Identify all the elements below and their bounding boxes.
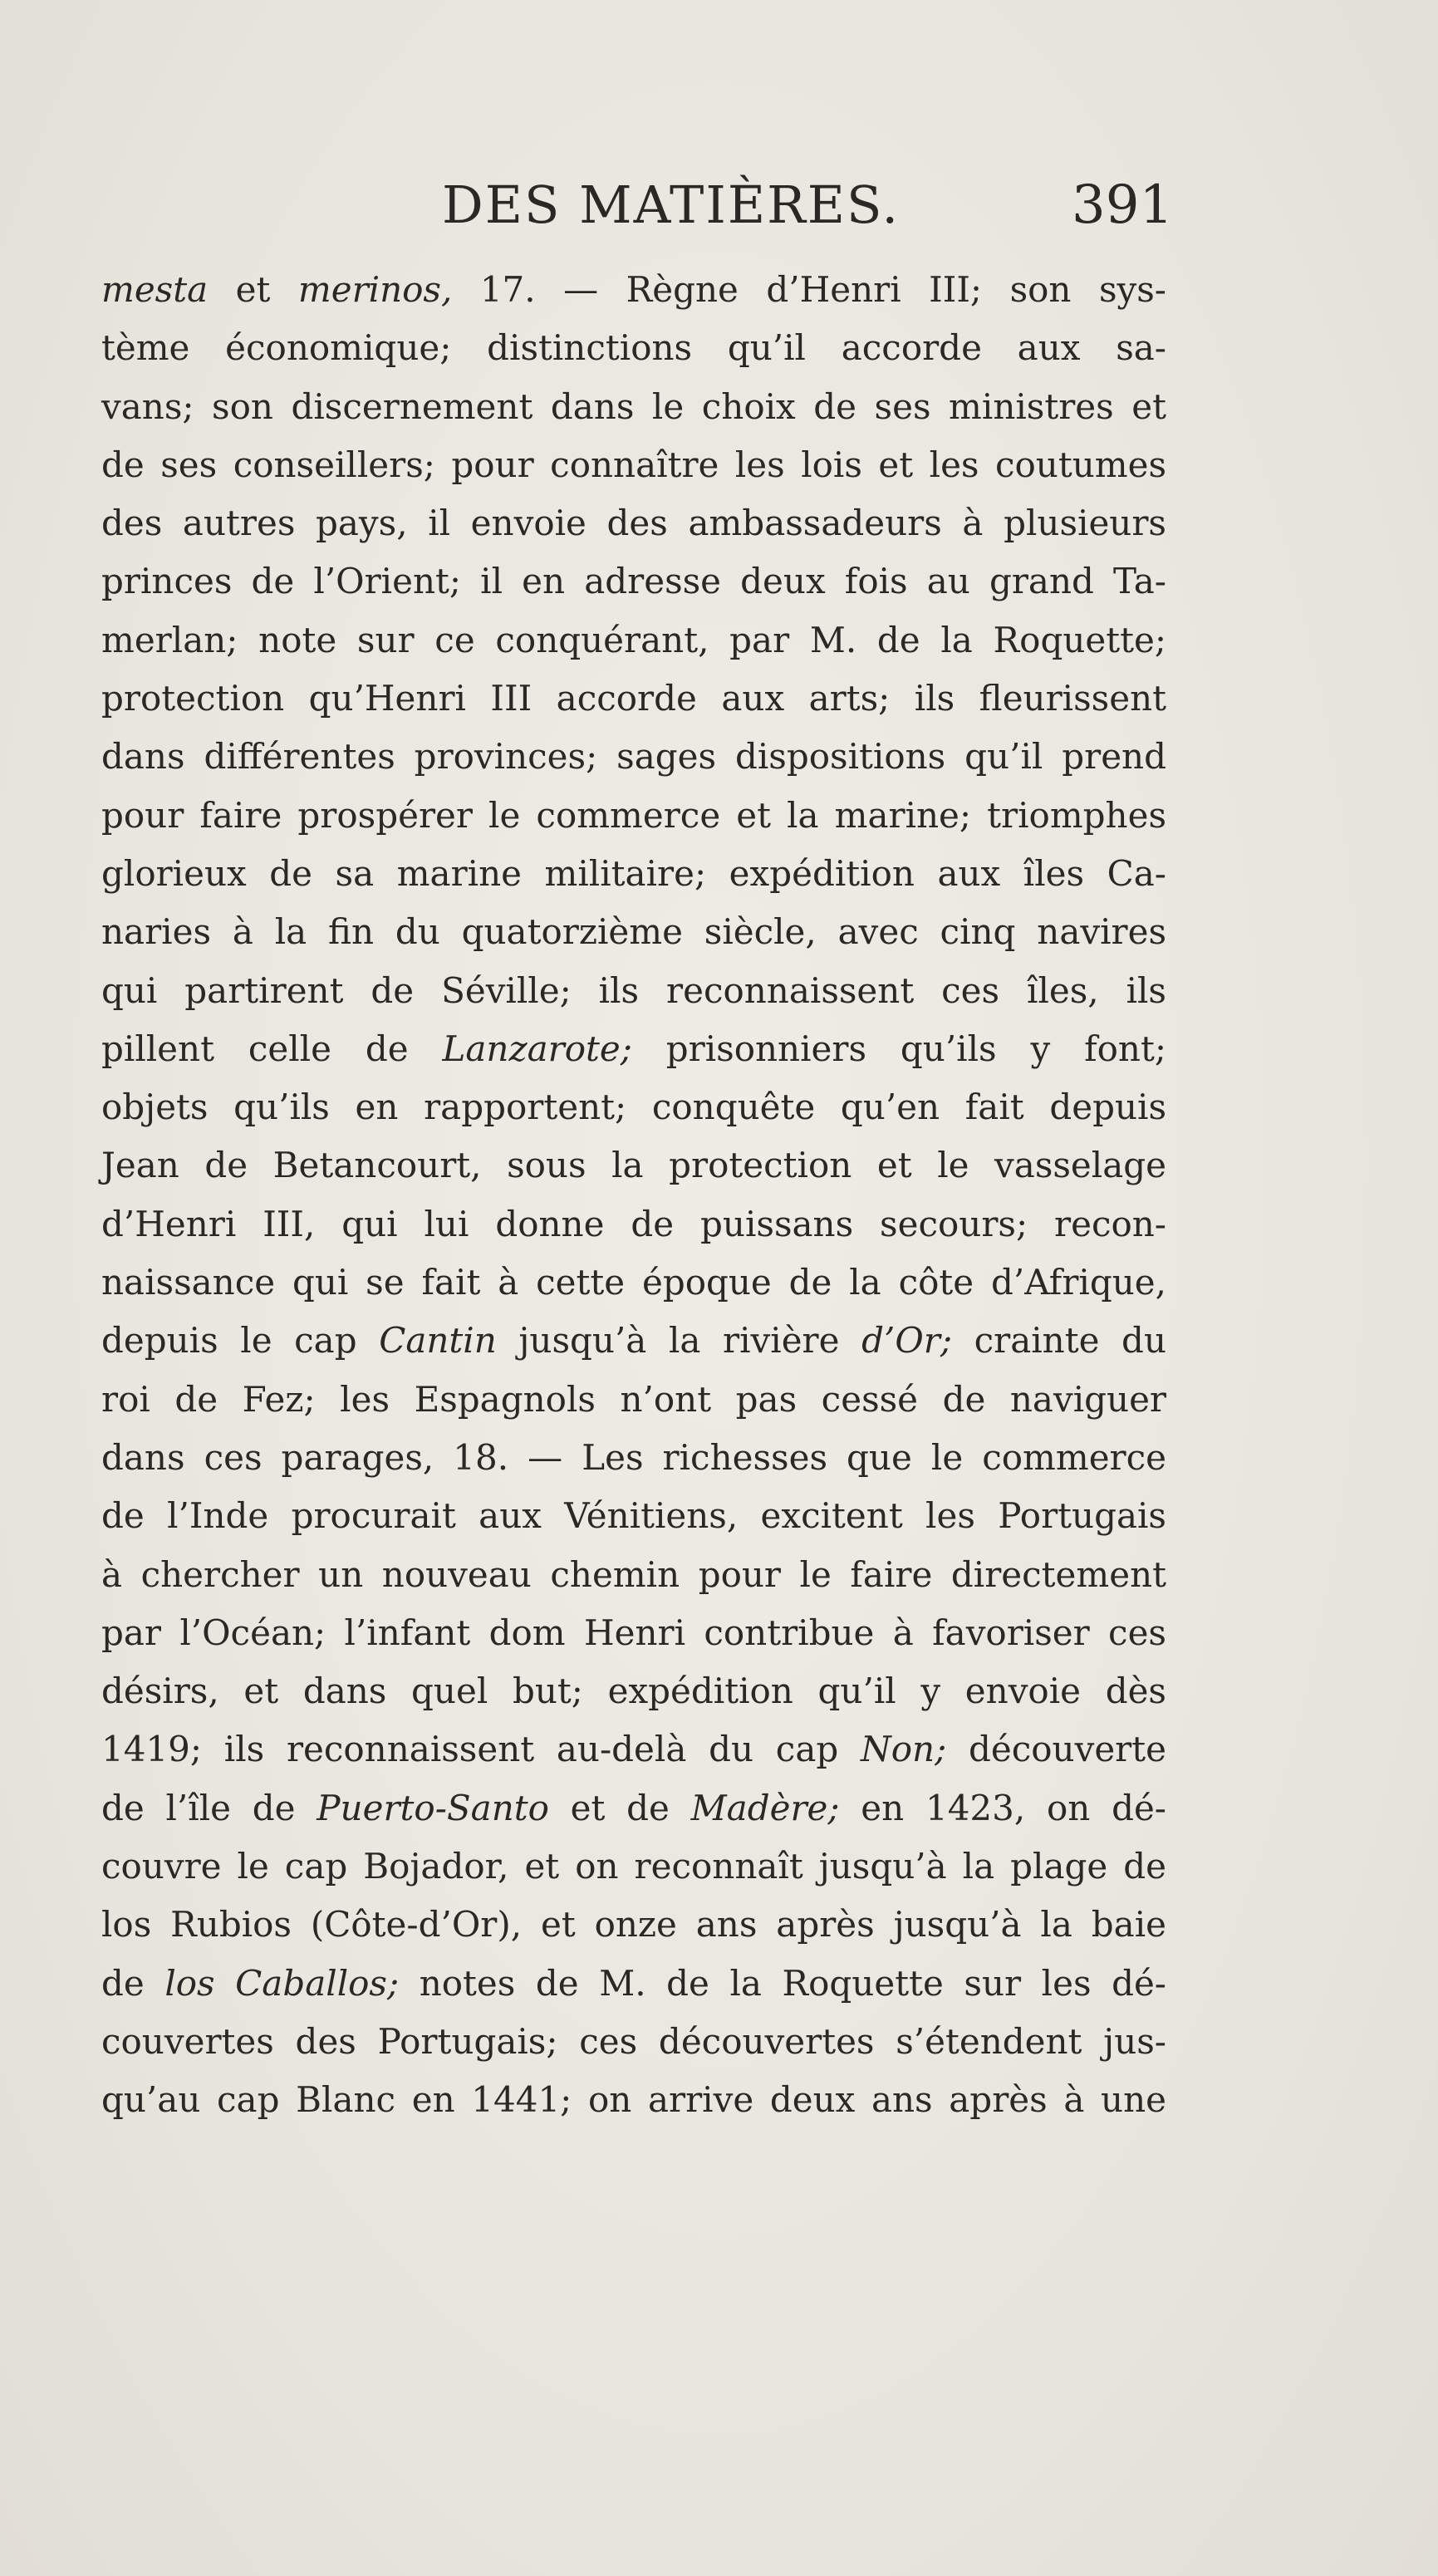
italic-term: Non; xyxy=(861,1729,947,1770)
text-line xyxy=(101,494,1166,552)
text-line xyxy=(101,1838,1166,1896)
page-header xyxy=(0,166,1438,241)
text-line xyxy=(101,1662,1166,1720)
text-segment: naissance qui se fait à cette époque de la côte d’Afrique, xyxy=(101,1262,1166,1303)
text-segment: et xyxy=(208,269,298,310)
text-line xyxy=(101,1779,1166,1838)
text-segment: d’Henri III, qui lui donne de puissans secours; recon- xyxy=(101,1203,1166,1244)
text-segment: en 1423, on dé- xyxy=(839,1787,1166,1828)
text-line xyxy=(101,611,1166,670)
text-segment: désirs, et dans quel but; expédition qu’il y envoie dès xyxy=(101,1671,1166,1712)
text-segment: qui partirent de Séville; ils reconnaissent ces îles, ils xyxy=(101,969,1166,1011)
text-segment: los Rubios (Côte-d’Or), et onze ans après jusqu’à la baie xyxy=(101,1904,1166,1945)
text-segment: depuis le cap xyxy=(101,1320,380,1362)
text-segment: roi de Fez; les Espagnols n’ont pas cessé de naviguer xyxy=(101,1378,1166,1420)
text-line xyxy=(101,552,1166,611)
italic-term: Lanzarote; xyxy=(442,1028,632,1069)
text-segment: merlan; note sur ce conquérant, par M. de la Roquette; xyxy=(101,619,1166,660)
text-line xyxy=(101,903,1166,961)
italic-term: merinos, xyxy=(297,269,453,310)
text-segment: couvertes des Portugais; ces découvertes s’étendent jus- xyxy=(101,2020,1166,2062)
text-line xyxy=(101,261,1166,319)
text-segment: vans; son discernement dans le choix de ses ministres et xyxy=(101,385,1166,427)
italic-term: Cantin xyxy=(379,1320,497,1362)
italic-term: Puerto-Santo xyxy=(317,1787,549,1828)
text-line xyxy=(101,1546,1166,1604)
text-segment: dans ces parages, 18. — Les richesses que le commerce xyxy=(101,1436,1166,1478)
text-line xyxy=(101,787,1166,845)
text-line xyxy=(101,1136,1166,1195)
text-segment: jusqu’à la rivière xyxy=(496,1320,862,1362)
running-title: DES MATIÈRES. xyxy=(442,174,901,235)
text-line xyxy=(101,1312,1166,1370)
text-segment: Jean de Betancourt, sous la protection et le vasselage xyxy=(101,1145,1166,1186)
text-segment: à chercher un nouveau chemin pour le faire directement xyxy=(101,1553,1166,1595)
italic-term: los Caballos; xyxy=(164,1962,400,2004)
text-segment: par l’Océan; l’infant dom Henri contribue à favoriser ces xyxy=(101,1612,1166,1653)
text-line xyxy=(101,1604,1166,1662)
index-text-block xyxy=(101,261,1166,2130)
text-line xyxy=(101,845,1166,903)
italic-term: d’Or; xyxy=(861,1320,952,1362)
text-segment: 17. — Règne d’Henri III; son sys- xyxy=(452,269,1166,310)
text-line xyxy=(101,378,1166,436)
italic-term: mesta xyxy=(101,269,209,310)
text-segment: prisonniers qu’ils y font; xyxy=(631,1028,1167,1069)
text-line xyxy=(101,962,1166,1020)
text-line xyxy=(101,1371,1166,1429)
text-segment: de xyxy=(101,1962,165,2004)
text-line xyxy=(101,2013,1166,2071)
text-line xyxy=(101,1078,1166,1136)
text-segment: tème économique; distinctions qu’il accorde aux sa- xyxy=(101,327,1166,369)
text-line xyxy=(101,1955,1166,2013)
text-segment: 1419; ils reconnaissent au-delà du cap xyxy=(101,1729,861,1770)
text-segment: protection qu’Henri III accorde aux arts; ils fleurissent xyxy=(101,678,1166,719)
text-segment: de ses conseillers; pour connaître les lois et les coutumes xyxy=(101,444,1166,485)
text-line xyxy=(101,1487,1166,1545)
text-line xyxy=(101,1720,1166,1779)
text-line xyxy=(101,1020,1166,1078)
text-segment: objets qu’ils en rapportent; conquête qu’en fait depuis xyxy=(101,1087,1166,1128)
text-segment: pillent celle de xyxy=(101,1028,443,1069)
text-segment: qu’au cap Blanc en 1441; on arrive deux ans après à une xyxy=(101,2079,1166,2121)
text-segment: pour faire prospérer le commerce et la marine; triomphes xyxy=(101,794,1166,836)
text-segment: couvre le cap Bojador, et on reconnaît jusqu’à la plage de xyxy=(101,1846,1166,1887)
text-line xyxy=(101,2071,1166,2129)
text-line xyxy=(101,1254,1166,1312)
text-segment: découverte xyxy=(946,1729,1166,1770)
text-line xyxy=(101,436,1166,494)
text-line xyxy=(101,319,1166,377)
text-segment: princes de l’Orient; il en adresse deux fois au grand Ta- xyxy=(101,561,1166,602)
text-segment: naries à la fin du quatorzième siècle, avec cinq navires xyxy=(101,911,1166,953)
text-line xyxy=(101,728,1166,786)
text-segment: glorieux de sa marine militaire; expédition aux îles Ca- xyxy=(101,852,1166,894)
text-line xyxy=(101,1195,1166,1254)
text-segment: dans différentes provinces; sages dispositions qu’il prend xyxy=(101,736,1166,778)
text-line xyxy=(101,670,1166,728)
page-number: 391 xyxy=(1072,174,1174,236)
text-segment: de l’île de xyxy=(101,1787,317,1828)
text-line xyxy=(101,1896,1166,1954)
text-segment: notes de M. de la Roquette sur les dé- xyxy=(399,1962,1167,2004)
text-line xyxy=(101,1429,1166,1487)
text-segment: crainte du xyxy=(952,1320,1166,1362)
text-segment: des autres pays, il envoie des ambassadeurs à plusieurs xyxy=(101,503,1166,544)
italic-term: Madère; xyxy=(690,1787,840,1828)
text-segment: de l’Inde procurait aux Vénitiens, excitent les Portugais xyxy=(101,1495,1166,1537)
text-segment: et de xyxy=(548,1787,691,1828)
